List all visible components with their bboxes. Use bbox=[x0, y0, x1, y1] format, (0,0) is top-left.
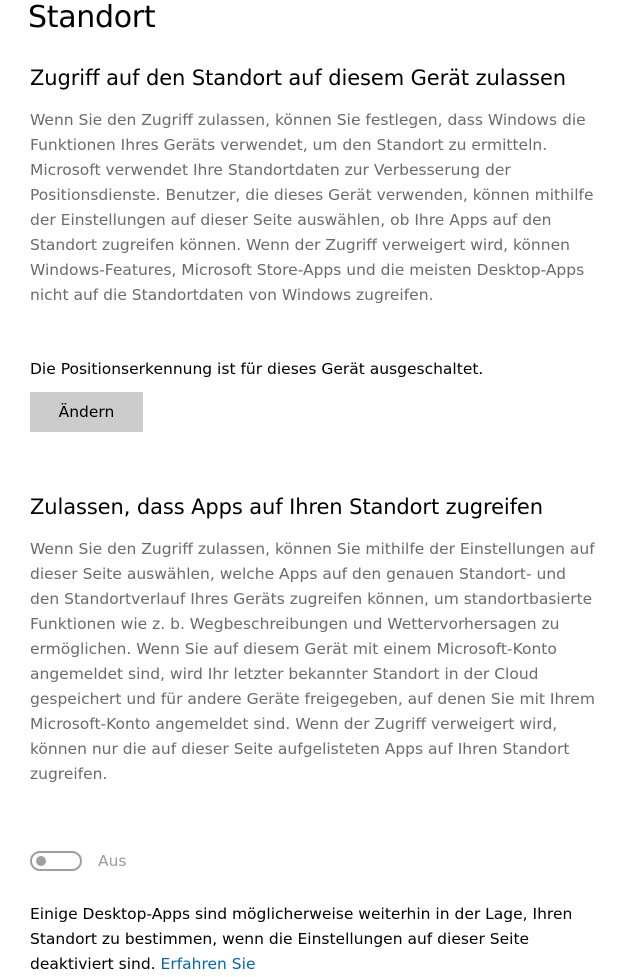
change-button[interactable]: Ändern bbox=[30, 392, 143, 432]
footnote-text: Einige Desktop-Apps sind möglicherweise weiterhin in der Lage, Ihren Standort zu bestimmen, wenn die Einstellungen auf dieser Seite deaktiviert sind. bbox=[30, 905, 573, 973]
toggle-state-label: Aus bbox=[98, 852, 127, 870]
device-location-status: Die Positionserkennung ist für dieses Gerät ausgeschaltet. bbox=[30, 360, 484, 378]
learn-more-link[interactable]: Erfahren Sie bbox=[160, 955, 256, 973]
app-access-description: Wenn Sie den Zugriff zulassen, können Sie mithilfe der Einstellungen auf dieser Seite auswählen, welche Apps auf den genauen Standort- und den Standortverlauf Ihres Geräts zugreifen können, um standortbasierte Funktionen wie z. b. Wegbeschreibungen und Wettervorhersagen zu ermöglichen. Wenn Sie auf diesem Gerät mit einem Microsoft-Konto angemeldet sind, wird Ihr letzter bekannter Standort in der Cloud gespeichert und für andere Geräte freigegeben, auf denen Sie mit Ihrem Microsoft-Konto angemeldet sind. Wenn der Zugriff verweigert wird, können nur die auf dieser Seite aufgelisteten Apps auf Ihren Standort zugreifen. bbox=[30, 540, 595, 783]
toggle-knob bbox=[36, 856, 46, 866]
desktop-apps-footnote bbox=[30, 902, 596, 977]
app-location-toggle[interactable] bbox=[30, 851, 82, 871]
app-access-heading: Zulassen, dass Apps auf Ihren Standort zugreifen bbox=[30, 495, 543, 519]
page-title: Standort bbox=[28, 0, 156, 35]
device-access-heading: Zugriff auf den Standort auf diesem Gerät zulassen bbox=[30, 66, 566, 90]
app-location-toggle-row bbox=[30, 848, 127, 874]
device-access-description: Wenn Sie den Zugriff zulassen, können Sie festlegen, dass Windows die Funktionen Ihres Geräts verwendet, um den Standort zu ermitteln. Microsoft verwendet Ihre Standortdaten zur Verbesserung der Positionsdienste. Benutzer, die dieses Gerät verwenden, können mithilfe der Einstellungen auf dieser Seite auswählen, ob Ihre Apps auf den Standort zugreifen können. Wenn der Zugriff verweigert wird, können Windows-Features, Microsoft Store-Apps und die meisten Desktop-Apps nicht auf die Standortdaten von Windows zugreifen. bbox=[30, 111, 594, 304]
